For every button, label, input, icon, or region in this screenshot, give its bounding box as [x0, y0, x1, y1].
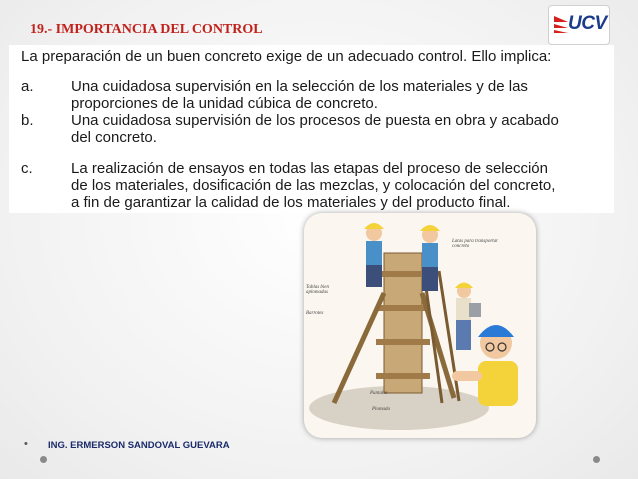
- list-line: del concreto.: [71, 129, 157, 146]
- intro-text: La preparación de un buen concreto exige de un adecuado control. Ello implica:: [21, 48, 552, 65]
- label-tablas: Tablas bien aplomadas: [306, 285, 330, 295]
- list-line: a fin de garantizar la calidad de los materiales y del producto final.: [71, 194, 511, 211]
- workers-illustration: [304, 213, 536, 438]
- list-line: La realización de ensayos en todas las etapas del proceso de selección: [71, 160, 548, 177]
- slide-title: 19.- IMPORTANCIA DEL CONTROL: [30, 22, 263, 37]
- footer-bullet: •: [24, 438, 28, 450]
- label-puntales: Puntales: [370, 391, 388, 396]
- label-latas: Latas para transportar concreto: [452, 239, 499, 249]
- label-barrotes: Barrotes: [306, 311, 324, 316]
- footer-author: ING. ERMERSON SANDOVAL GUEVARA: [48, 440, 230, 451]
- list-line: proporciones de la unidad cúbica de concreto.: [71, 95, 378, 112]
- list-line: Una cuidadosa supervisión en la selección de los materiales y de las: [71, 78, 528, 95]
- ucv-logo-icon: [548, 5, 610, 45]
- content-image-block: [9, 45, 614, 213]
- corner-dot-left: [40, 456, 47, 463]
- logo-text: UCV: [568, 13, 607, 34]
- list-marker: b.: [21, 112, 34, 129]
- list-marker: a.: [21, 78, 34, 95]
- corner-dot-right: [593, 456, 600, 463]
- list-line: de los materiales, dosificación de las mezclas, y colocación del concreto,: [71, 177, 556, 194]
- list-marker: c.: [21, 160, 33, 177]
- list-line: Una cuidadosa supervisión de los procesos de puesta en obra y acabado: [71, 112, 559, 129]
- label-plomada: Plomada: [372, 407, 391, 412]
